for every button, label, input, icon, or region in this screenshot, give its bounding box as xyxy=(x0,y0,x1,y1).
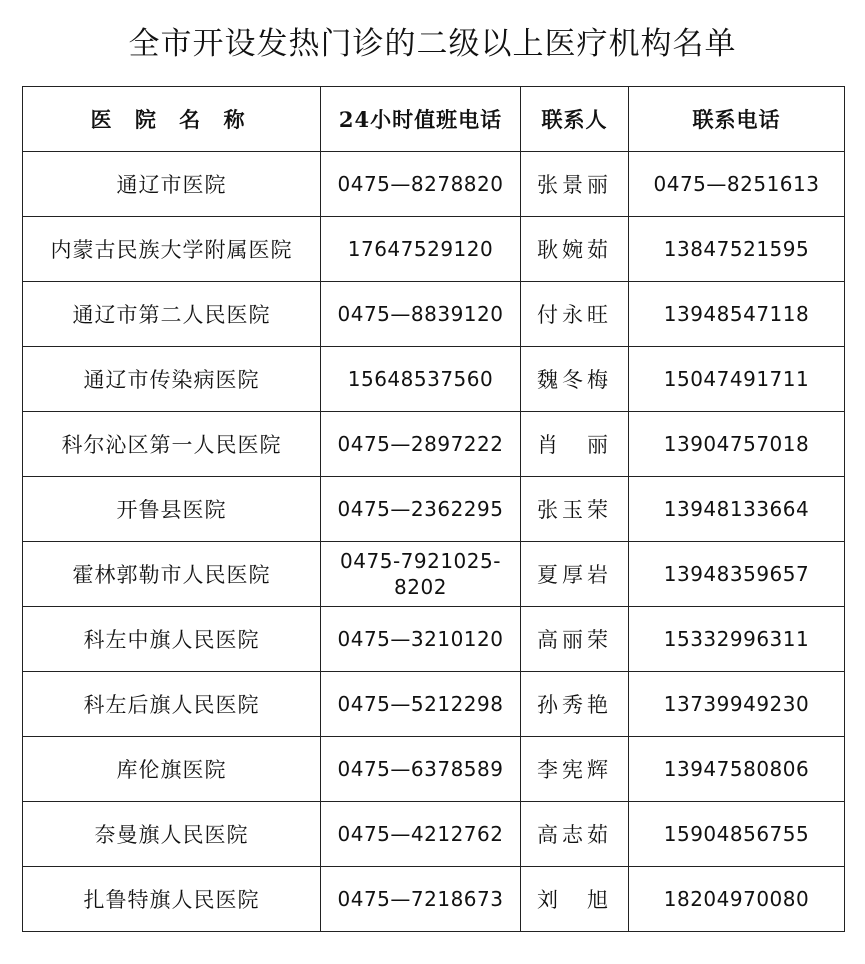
header-hospital-name: 医 院 名 称 xyxy=(23,87,321,152)
phone-cell: 13948359657 xyxy=(629,542,845,607)
hotline-cell: 0475-7921025-8202 xyxy=(321,542,521,607)
contact-cell: 夏厚岩 xyxy=(521,542,629,607)
phone-cell: 13847521595 xyxy=(629,217,845,282)
hospital-name-cell: 通辽市第二人民医院 xyxy=(23,282,321,347)
contact-cell: 刘 旭 xyxy=(521,867,629,932)
table-row xyxy=(23,477,845,542)
table-row xyxy=(23,737,845,802)
hospital-name-cell: 奈曼旗人民医院 xyxy=(23,802,321,867)
hotline-cell: 0475—2897222 xyxy=(321,412,521,477)
table-row xyxy=(23,217,845,282)
hospital-name-cell: 科左后旗人民医院 xyxy=(23,672,321,737)
contact-cell: 高志茹 xyxy=(521,802,629,867)
table-header-row xyxy=(23,87,845,152)
contact-cell: 魏冬梅 xyxy=(521,347,629,412)
header-24h-hotline: 24小时值班电话 xyxy=(321,87,521,152)
hospital-name-cell: 开鲁县医院 xyxy=(23,477,321,542)
table-row xyxy=(23,802,845,867)
contact-cell: 李宪辉 xyxy=(521,737,629,802)
hotline-cell: 0475—3210120 xyxy=(321,607,521,672)
contact-cell: 张景丽 xyxy=(521,152,629,217)
phone-cell: 15332996311 xyxy=(629,607,845,672)
hotline-cell: 0475—4212762 xyxy=(321,802,521,867)
hotline-cell: 0475—8278820 xyxy=(321,152,521,217)
table-row xyxy=(23,672,845,737)
hospital-table xyxy=(22,86,845,932)
hotline-cell: 15648537560 xyxy=(321,347,521,412)
table-row xyxy=(23,152,845,217)
contact-cell: 肖 丽 xyxy=(521,412,629,477)
table-row xyxy=(23,282,845,347)
hospital-name-cell: 通辽市传染病医院 xyxy=(23,347,321,412)
table-row xyxy=(23,867,845,932)
phone-cell: 13948547118 xyxy=(629,282,845,347)
hotline-cell: 0475—2362295 xyxy=(321,477,521,542)
hospital-name-cell: 扎鲁特旗人民医院 xyxy=(23,867,321,932)
phone-cell: 15047491711 xyxy=(629,347,845,412)
header-contact-person: 联系人 xyxy=(521,87,629,152)
hospital-name-cell: 通辽市医院 xyxy=(23,152,321,217)
phone-cell: 18204970080 xyxy=(629,867,845,932)
phone-cell: 0475—8251613 xyxy=(629,152,845,217)
phone-cell: 15904856755 xyxy=(629,802,845,867)
hospital-name-cell: 科左中旗人民医院 xyxy=(23,607,321,672)
contact-cell: 孙秀艳 xyxy=(521,672,629,737)
hospital-name-cell: 霍林郭勒市人民医院 xyxy=(23,542,321,607)
hotline-cell: 0475—7218673 xyxy=(321,867,521,932)
table-row xyxy=(23,347,845,412)
hotline-cell: 0475—8839120 xyxy=(321,282,521,347)
hotline-cell: 0475—5212298 xyxy=(321,672,521,737)
contact-cell: 付永旺 xyxy=(521,282,629,347)
hospital-name-cell: 库伦旗医院 xyxy=(23,737,321,802)
page-title: 全市开设发热门诊的二级以上医疗机构名单 xyxy=(128,26,737,62)
phone-cell: 13739949230 xyxy=(629,672,845,737)
table-row xyxy=(23,542,845,607)
header-contact-phone: 联系电话 xyxy=(629,87,845,152)
phone-cell: 13948133664 xyxy=(629,477,845,542)
phone-cell: 13947580806 xyxy=(629,737,845,802)
contact-cell: 高丽荣 xyxy=(521,607,629,672)
table-row xyxy=(23,412,845,477)
hospital-name-cell: 科尔沁区第一人民医院 xyxy=(23,412,321,477)
hospital-name-cell: 内蒙古民族大学附属医院 xyxy=(23,217,321,282)
phone-cell: 13904757018 xyxy=(629,412,845,477)
contact-cell: 耿婉茹 xyxy=(521,217,629,282)
hotline-cell: 0475—6378589 xyxy=(321,737,521,802)
hotline-cell: 17647529120 xyxy=(321,217,521,282)
contact-cell: 张玉荣 xyxy=(521,477,629,542)
table-row xyxy=(23,607,845,672)
